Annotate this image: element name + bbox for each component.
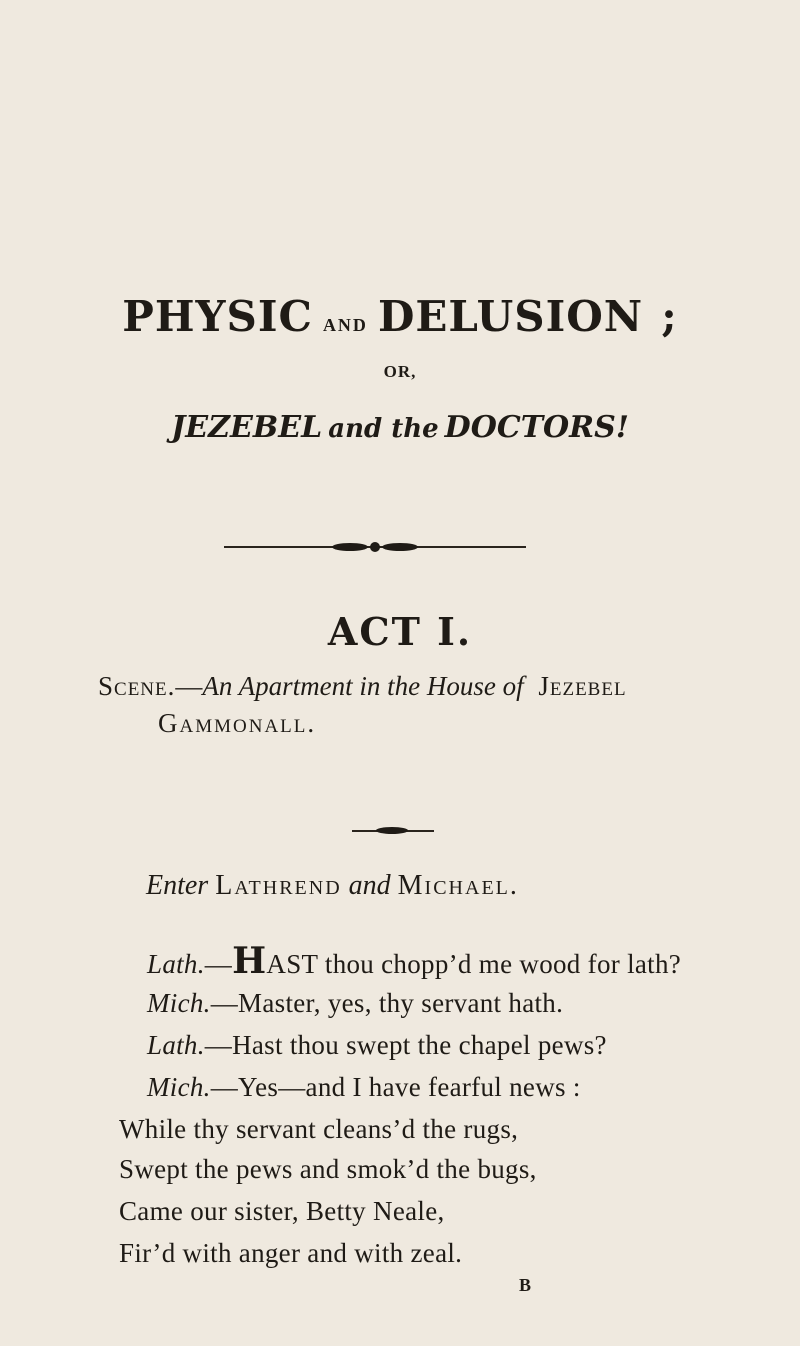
verse-line: While thy servant cleans’d the rugs,: [119, 1114, 519, 1144]
dialogue-line: [147, 1030, 607, 1061]
subtitle-part-2: DOCTORS!: [444, 410, 629, 445]
title-connector: AND: [322, 315, 368, 335]
stage-direction: [146, 870, 519, 902]
enter-word: Enter: [146, 870, 209, 901]
act-heading: ACT I.: [327, 609, 473, 654]
subtitle-part-1: JEZEBEL: [171, 410, 323, 445]
verse-line: Fir’d with anger and with zeal.: [119, 1238, 463, 1268]
printer-signature-mark: B: [519, 1275, 532, 1295]
scene-name-first: Jezebel: [538, 671, 627, 701]
and-word: and: [348, 870, 391, 901]
dialogue-dash: —: [210, 988, 239, 1018]
dialogue-dash: —: [204, 949, 233, 979]
character-michael: Michael.: [397, 870, 519, 901]
speaker: Mich.: [147, 988, 211, 1018]
title-part-2: DELUSION: [377, 292, 644, 341]
scene-dash: —: [175, 671, 203, 701]
play-title: [0, 292, 800, 341]
scene-label: Scene.: [98, 671, 176, 701]
scene-divider-ornament-icon: [374, 826, 410, 835]
dialogue-dash: —: [204, 1030, 233, 1060]
subtitle-connector: and the: [328, 414, 439, 444]
verse-line: Came our sister, Betty Neale,: [119, 1196, 445, 1226]
scene-heading: [98, 668, 778, 704]
character-lathrend: Lathrend: [215, 870, 342, 901]
speaker: Lath.: [147, 1030, 205, 1060]
scene-name-last: Gammonall.: [158, 708, 317, 738]
play-subtitle: [0, 410, 800, 445]
scene-description: An Apartment in the House of: [202, 671, 524, 701]
or-separator: OR,: [383, 362, 417, 381]
speaker: Mich.: [147, 1072, 211, 1102]
dialogue-text: Yes—and I have fearful news :: [238, 1072, 581, 1102]
dialogue-dash: —: [210, 1072, 239, 1102]
dialogue-text: AST thou chopp’d me wood for lath?: [266, 949, 682, 979]
divider-ornament-icon: [330, 541, 420, 553]
drop-cap: H: [232, 940, 267, 982]
speaker: Lath.: [147, 949, 205, 979]
verse-line: Swept the pews and smok’d the bugs,: [119, 1154, 537, 1184]
dialogue-line: [147, 1072, 581, 1103]
dialogue-line: [147, 988, 563, 1019]
dialogue-text: Master, yes, thy servant hath.: [238, 988, 564, 1018]
title-part-1: PHYSIC: [122, 292, 313, 341]
dialogue-text: Hast thou swept the chapel pews?: [232, 1030, 607, 1060]
title-punct: ;: [661, 292, 678, 341]
dialogue-line: [147, 940, 681, 982]
